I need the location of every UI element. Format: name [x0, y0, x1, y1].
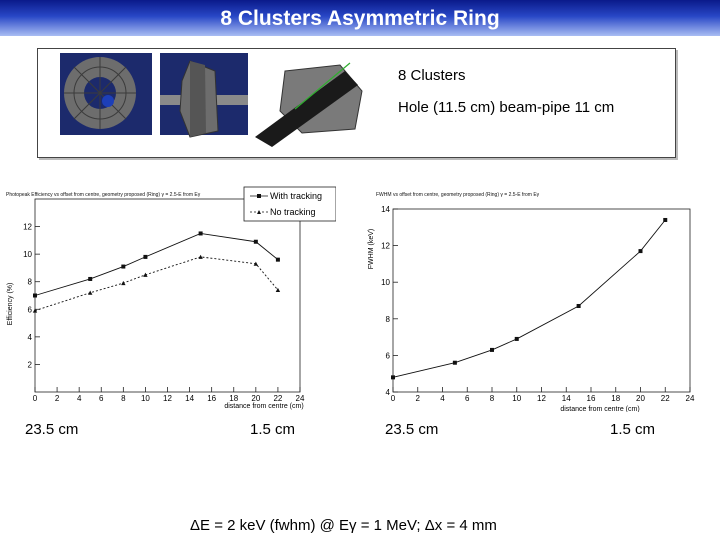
x-tick-label: 20: [636, 394, 645, 403]
data-point: [391, 375, 395, 379]
data-point: [254, 240, 258, 244]
caption-right-2: 1.5 cm: [610, 421, 656, 438]
y-tick-label: 6: [27, 305, 32, 315]
x-tick-label: 14: [561, 394, 571, 403]
x-tick-label: 18: [611, 394, 621, 403]
x-axis-label: distance from centre (cm): [224, 403, 304, 410]
y-tick-label: 4: [385, 388, 390, 397]
x-tick-label: 8: [121, 394, 126, 403]
x-tick-label: 10: [140, 394, 150, 403]
y-axis-label: Efficiency (%): [7, 282, 14, 326]
x-tick-label: 22: [273, 394, 283, 403]
x-tick-label: 20: [251, 394, 261, 403]
fwhm-chart: [360, 184, 696, 412]
y-tick-label: 8: [27, 277, 32, 287]
x-tick-label: 6: [465, 394, 470, 403]
y-tick-label: 14: [381, 205, 390, 214]
caption-left-1: 23.5 cm: [25, 421, 79, 438]
x-tick-label: 16: [586, 394, 596, 403]
x-tick-label: 14: [185, 394, 195, 403]
y-tick-label: 6: [385, 351, 390, 361]
info-hole-beampipe: Hole (11.5 cm) beam-pipe 11 cm: [398, 99, 615, 116]
chart-title: FWHM vs offset from centre, geometry proposed (Ring) γ = 2.5-E from Eγ: [376, 192, 540, 198]
x-tick-label: 16: [207, 394, 217, 403]
caption-left-2: 1.5 cm: [250, 421, 296, 438]
x-tick-label: 22: [660, 394, 670, 403]
efficiency-chart: [2, 184, 336, 412]
legend-marker-with-tracking: [257, 194, 261, 198]
data-point: [88, 277, 92, 281]
y-tick-label: 2: [27, 360, 32, 370]
x-tick-label: 0: [390, 394, 396, 403]
slide-title: 8 Clusters Asymmetric Ring: [0, 0, 720, 36]
x-axis-label: distance from centre (cm): [560, 406, 640, 412]
data-point: [143, 255, 147, 259]
legend-no-tracking: No tracking: [270, 207, 316, 217]
data-point: [199, 231, 203, 235]
data-point: [121, 265, 125, 269]
x-tick-label: 2: [415, 394, 420, 403]
data-point: [453, 361, 457, 365]
x-tick-label: 18: [229, 394, 239, 403]
x-tick-label: 0: [32, 394, 38, 403]
detector-header-panel: [37, 48, 676, 158]
y-tick-label: 8: [385, 314, 390, 324]
x-tick-label: 24: [685, 394, 695, 403]
x-tick-label: 12: [163, 394, 172, 403]
detector-images: [40, 51, 390, 151]
detector-image-ring: [60, 53, 152, 135]
x-tick-label: 4: [76, 394, 82, 403]
info-clusters: 8 Clusters: [398, 67, 466, 84]
resolution-formula: ΔE = 2 keV (fwhm) @ Eγ = 1 MeV; Δx = 4 mm: [190, 517, 497, 534]
x-tick-label: 6: [99, 394, 104, 403]
x-tick-label: 12: [537, 394, 546, 403]
x-tick-label: 24: [295, 394, 305, 403]
caption-right-1: 23.5 cm: [385, 421, 439, 438]
y-axis-label: FWHM (keV): [368, 228, 375, 270]
legend-with-tracking: With tracking: [270, 191, 323, 201]
data-point: [577, 304, 581, 308]
x-tick-label: 2: [54, 394, 60, 403]
x-tick-label: 10: [512, 394, 522, 403]
y-tick-label: 12: [23, 222, 32, 232]
y-tick-label: 10: [23, 250, 32, 260]
y-tick-label: 4: [27, 332, 32, 342]
data-point: [663, 218, 667, 222]
data-point: [33, 294, 37, 298]
x-tick-label: 4: [440, 394, 445, 403]
y-tick-label: 10: [381, 278, 390, 288]
legend: [244, 187, 336, 221]
x-tick-label: 8: [489, 394, 495, 403]
y-tick-label: 12: [381, 241, 390, 251]
chart-title: Photopeak Efficiency vs offset from centre, geometry proposed (Ring) γ = 2.5-E from Eγ: [6, 192, 201, 198]
data-point: [639, 249, 643, 253]
detector-image-perspective: [255, 53, 366, 147]
data-point: [276, 258, 280, 262]
detector-image-side: [160, 53, 248, 137]
data-point: [490, 348, 494, 352]
data-point: [515, 337, 519, 341]
